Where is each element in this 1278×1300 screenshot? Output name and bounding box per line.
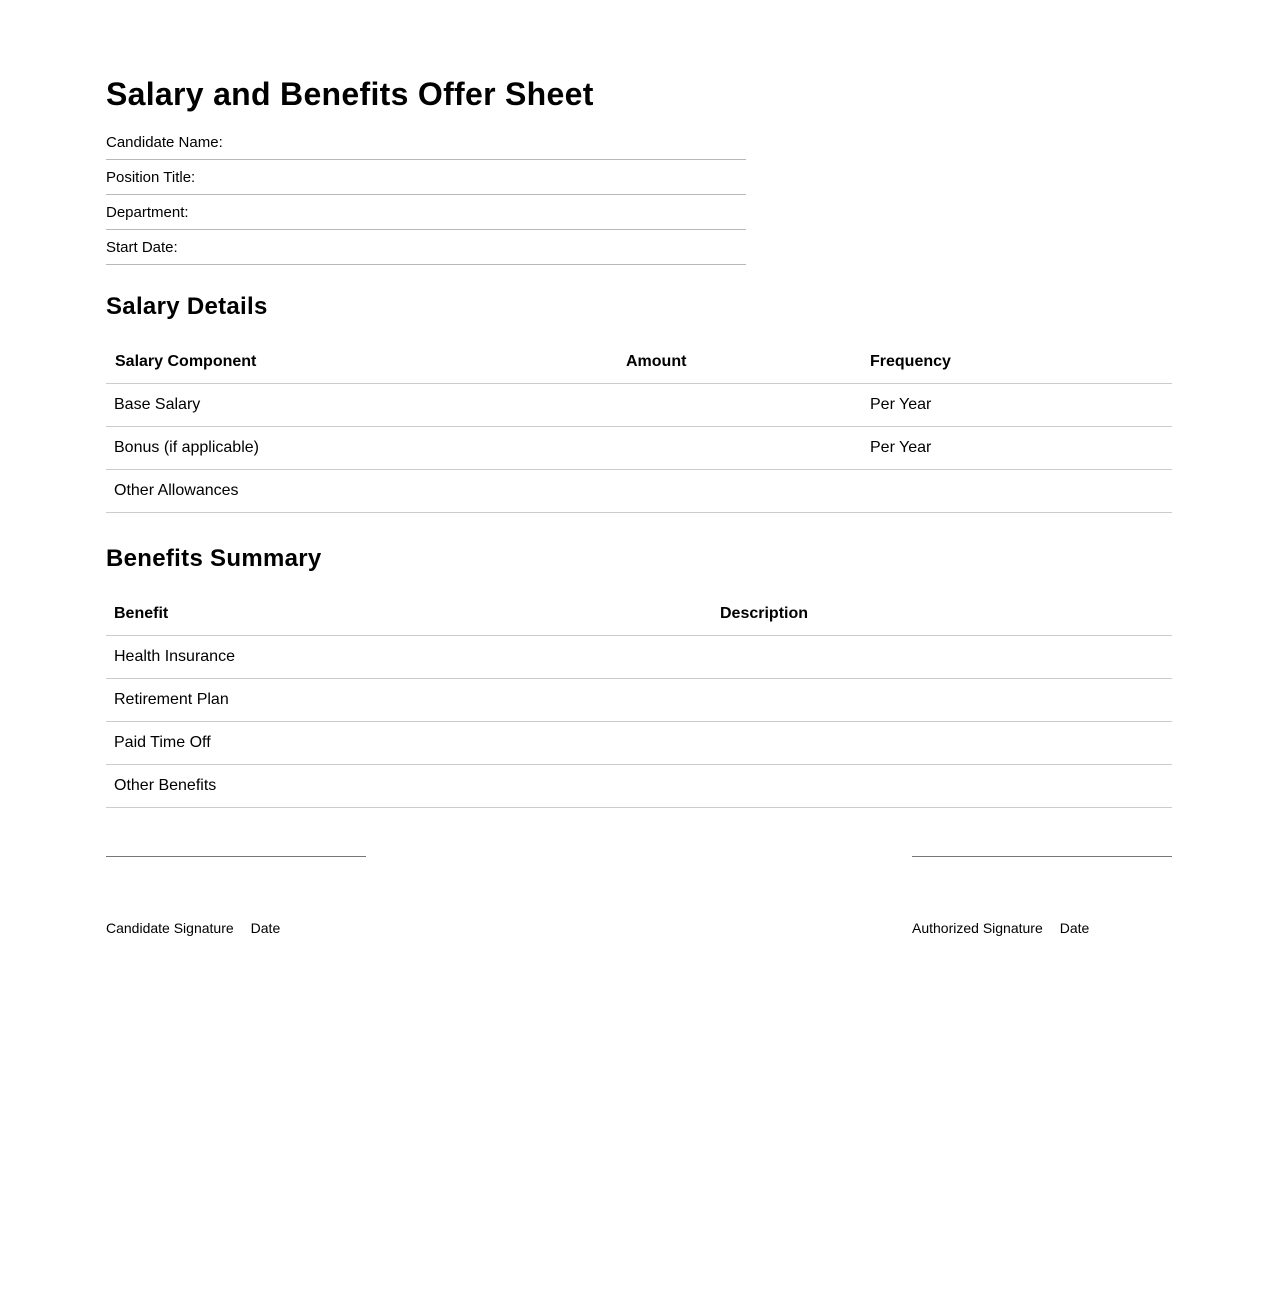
frequency-cell: Per Year bbox=[862, 427, 1172, 470]
candidate-date-label: Date bbox=[250, 920, 281, 936]
table-row bbox=[106, 765, 1172, 808]
authorized-signature-label: Authorized Signature bbox=[912, 920, 1043, 936]
column-header-salary-component: Salary Component bbox=[106, 341, 618, 384]
start-date-field[interactable] bbox=[106, 231, 746, 265]
benefit-cell: Other Benefits bbox=[106, 765, 712, 808]
authorized-signature-line[interactable] bbox=[912, 856, 1172, 857]
table-row bbox=[106, 636, 1172, 679]
column-header-frequency: Frequency bbox=[862, 341, 1172, 384]
benefits-table-header bbox=[106, 593, 1172, 636]
candidate-name-field[interactable] bbox=[106, 126, 746, 160]
authorized-date-label: Date bbox=[1059, 920, 1090, 936]
department-label: Department: bbox=[106, 204, 189, 221]
amount-cell[interactable] bbox=[618, 384, 862, 427]
column-header-amount: Amount bbox=[618, 341, 862, 384]
benefit-cell: Health Insurance bbox=[106, 636, 712, 679]
description-cell[interactable] bbox=[712, 765, 1172, 808]
column-header-benefit: Benefit bbox=[106, 593, 712, 636]
candidate-signature-label: Candidate Signature bbox=[106, 920, 234, 936]
position-title-field[interactable] bbox=[106, 161, 746, 195]
table-row bbox=[106, 679, 1172, 722]
candidate-name-label: Candidate Name: bbox=[106, 134, 223, 151]
authorized-signature-caption bbox=[912, 919, 1089, 937]
table-row bbox=[106, 722, 1172, 765]
description-cell[interactable] bbox=[712, 722, 1172, 765]
position-title-label: Position Title: bbox=[106, 169, 196, 186]
page-title: Salary and Benefits Offer Sheet bbox=[106, 76, 594, 112]
benefit-cell: Retirement Plan bbox=[106, 679, 712, 722]
table-row bbox=[106, 384, 1172, 427]
department-field[interactable] bbox=[106, 196, 746, 230]
description-cell[interactable] bbox=[712, 636, 1172, 679]
salary-component-cell: Other Allowances bbox=[106, 470, 618, 513]
start-date-label: Start Date: bbox=[106, 239, 178, 256]
benefits-table bbox=[106, 593, 1172, 808]
table-row bbox=[106, 470, 1172, 513]
candidate-signature-line[interactable] bbox=[106, 856, 366, 857]
amount-cell[interactable] bbox=[618, 427, 862, 470]
salary-table-header bbox=[106, 341, 1172, 384]
description-cell[interactable] bbox=[712, 679, 1172, 722]
frequency-cell: Per Year bbox=[862, 384, 1172, 427]
candidate-signature-caption bbox=[106, 919, 280, 937]
table-row bbox=[106, 427, 1172, 470]
column-header-description: Description bbox=[712, 593, 1172, 636]
salary-details-heading: Salary Details bbox=[106, 293, 268, 320]
benefit-cell: Paid Time Off bbox=[106, 722, 712, 765]
benefits-summary-heading: Benefits Summary bbox=[106, 545, 322, 572]
frequency-cell bbox=[862, 470, 1172, 513]
salary-component-cell: Base Salary bbox=[106, 384, 618, 427]
candidate-info-fields bbox=[106, 126, 746, 266]
salary-table bbox=[106, 341, 1172, 513]
salary-component-cell: Bonus (if applicable) bbox=[106, 427, 618, 470]
amount-cell[interactable] bbox=[618, 470, 862, 513]
